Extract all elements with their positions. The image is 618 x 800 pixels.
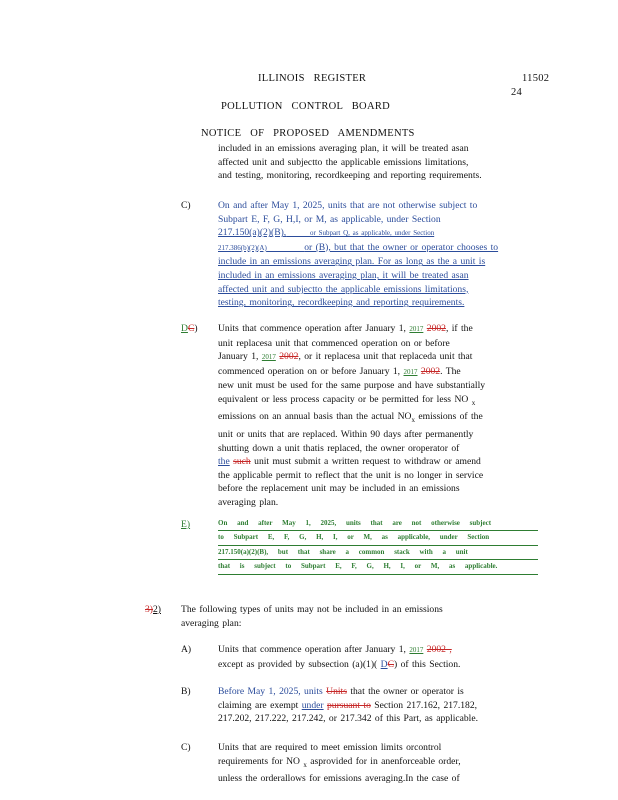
agency-name: POLLUTION CONTROL BOARD [221,101,391,112]
item-b-label: B) [181,686,191,697]
subsection-c-label: C) [181,200,191,211]
notice-title: NOTICE OF PROPOSED AMENDMENTS [201,128,415,139]
paragraph-2-label: 3)2) [145,604,161,615]
item-a-label: A) [181,644,192,655]
subsection-e-label: E) [181,519,191,530]
issue-number: 24 [511,87,523,98]
page-number: 11502 [522,73,550,84]
paragraph-2-text: The following types of units may not be included in an emissions averaging plan: [181,604,443,629]
item-c-text: Units that are required to meet emission limits orcontrol requirements for NO $_x$ asprovided for in anenforceable order, unless the orderallows for emissions averaging.In the case of [218,742,461,785]
subsection-c-text: On and after May 1, 2025, units that are not otherwise subject to Subpart E, F, G, H,I, or M, as applicable, under Section 217.150(a)(2)(B), or Subpart Q, as applicable, under Section 217.386(b)(2)(A) or (B), but that the owner or operator chooses to include in an emissions averaging plan. For as long as the a unit is included in an emissions averaging plan, it will be treated asan affected unit and subjectto the applicable emissions limitations, testing, monitoring, recordkeeping and reporting requirements. [218,200,499,309]
item-c-label: C) [181,742,191,753]
item-a-text: Units that commence operation after January 1, 2017 2002 , except as provided by subsection (a)(1)( DC) of this Section. [218,644,461,670]
continuation-text: included in an emissions averaging plan, it will be treated asan affected unit and subjectto the applicable emissions limitations, and testing, monitoring, recordkeeping and reporting requirements. [218,143,482,182]
subsection-d-text: Units that commence operation after January 1, 2017 2002, if the unit replacesa unit that commenced operation on or before January 1, 2017 2002, or it replacesa unit that replaceda unit that commenced operation on or before January 1, 2017 2002. The new unit must be used for the same purpose and have substantially equivalent or less process capacity or be permitted for less NO $_x$ emissions on an annual basis than the actual $NO_x$ emissions of the unit or units that are replaced. Within 90 days after permanently shutting down a unit thatis replaced, the owner oroperator of the such unit must submit a written request to withdraw or amend the applicable permit to reflect that the unit is no longer in service before the replacement unit may be included in an emissions averaging plan. [218,323,486,508]
subsection-e-text: On and after May 1, 2025, units that are not otherwise subject to Subpart E, F, G, H, I, or M, as applicable, under Section 217.150(a)(2)(B), but that share a common stack with a unit that is subject to Subpart E, F, G, H, I, or M, as applicable. [218,517,538,575]
subsection-d-label: DC) [181,323,198,334]
register-title: ILLINOIS REGISTER [258,73,367,84]
item-b-text: Before May 1, 2025, units Units that the owner or operator is claiming are exempt under pursuant to Section 217.162, 217.182, 217.202, 217.222, 217.242, or 217.342 of this Part, as applicable. [218,686,479,725]
